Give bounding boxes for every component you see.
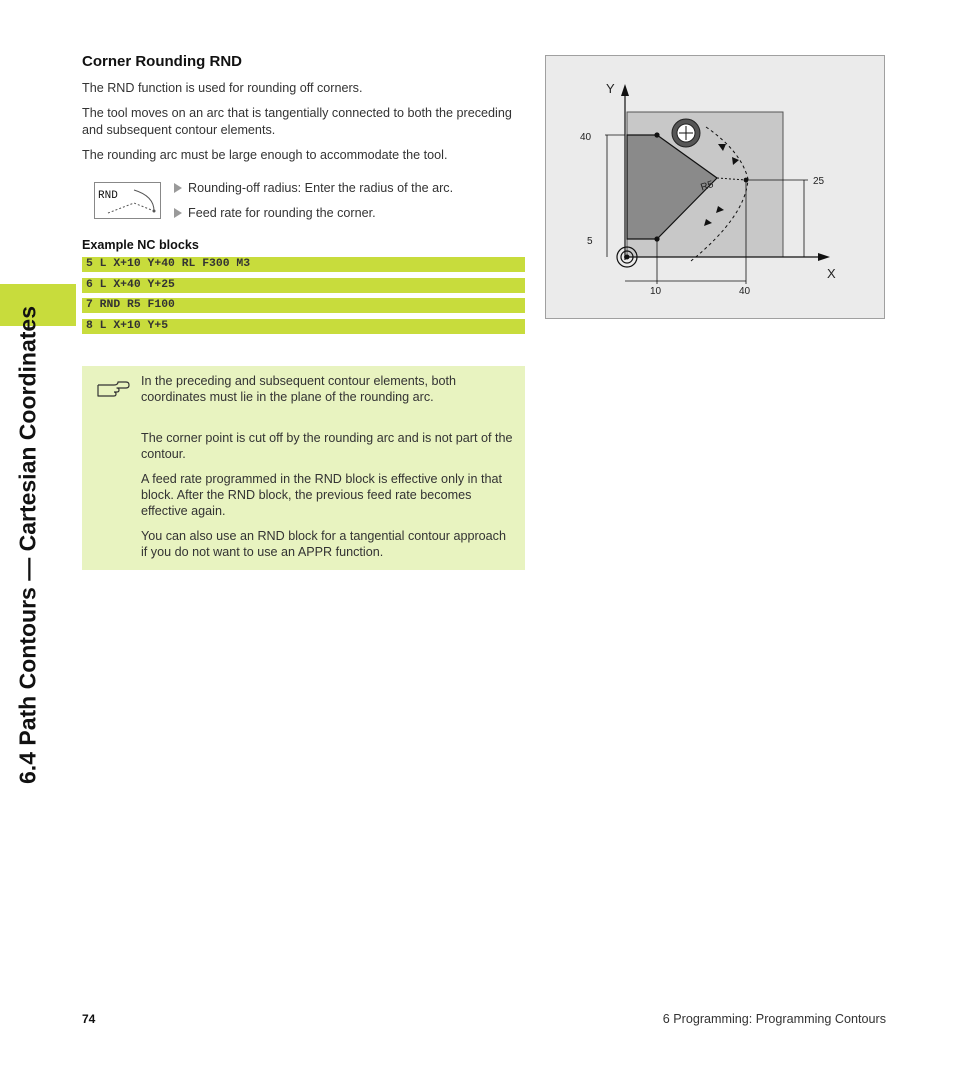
intro-paragraph: The RND function is used for rounding off corners. [82, 81, 363, 95]
page-number: 74 [82, 1012, 96, 1026]
y-axis-label: Y [606, 81, 615, 96]
note-paragraph: A feed rate programmed in the RND block is effective only in that block. After the RND block, the previous feed rate becomes effective again. [141, 472, 502, 518]
softkey-label: RND [98, 190, 118, 202]
chapter-footer: 6 Programming: Programming Contours [662, 1012, 886, 1026]
prompt-radius: Rounding-off radius: Enter the radius of the arc. [174, 181, 453, 195]
section-title-vertical: 6.4 Path Contours — Cartesian Coordinates [14, 306, 41, 784]
page-heading: Corner Rounding RND [82, 53, 242, 70]
arc-size-paragraph: The rounding arc must be large enough to accommodate the tool. [82, 148, 448, 162]
note-paragraph: In the preceding and subsequent contour elements, both coordinates must lie in the plane of the rounding arc. [141, 374, 457, 404]
x-axis-arrow-icon [818, 253, 830, 261]
note-box [82, 366, 525, 570]
start-point [654, 132, 659, 137]
x-dim-40: 40 [739, 286, 751, 297]
nc-block-line: 8 L X+10 Y+5 [82, 319, 525, 334]
prompt-feed-rate: Feed rate for rounding the corner. [174, 206, 376, 220]
nc-block-line: 5 L X+10 Y+40 RL F300 M3 [82, 257, 525, 272]
note-paragraph: You can also use an RND block for a tangential contour approach if you do not want to use an APPR function. [141, 529, 506, 559]
y-dim-5: 5 [587, 236, 593, 247]
radius-label: R5 [699, 179, 715, 194]
pointing-hand-icon [96, 376, 130, 400]
y-dim-40: 40 [580, 132, 592, 143]
arrow-right-icon [174, 183, 182, 193]
note-paragraph: The corner point is cut off by the rounding arc and is not part of the contour. [141, 431, 513, 461]
example-title: Example NC blocks [82, 238, 199, 252]
nc-block-line: 6 L X+40 Y+25 [82, 278, 525, 293]
x-axis-label: X [827, 266, 836, 281]
y-axis-arrow-icon [621, 84, 629, 96]
end-point [654, 236, 659, 241]
arrow-right-icon [174, 208, 182, 218]
y-dim-25: 25 [813, 176, 825, 187]
rnd-diagram [545, 55, 885, 319]
nc-block-line: 7 RND R5 F100 [82, 298, 525, 313]
tool-paragraph: The tool moves on an arc that is tangentially connected to both the preceding and subsequent contour elements. [82, 106, 512, 137]
x-dim-10: 10 [650, 286, 662, 297]
rnd-softkey-icon [94, 182, 164, 220]
tool-cutter-icon [672, 119, 700, 147]
